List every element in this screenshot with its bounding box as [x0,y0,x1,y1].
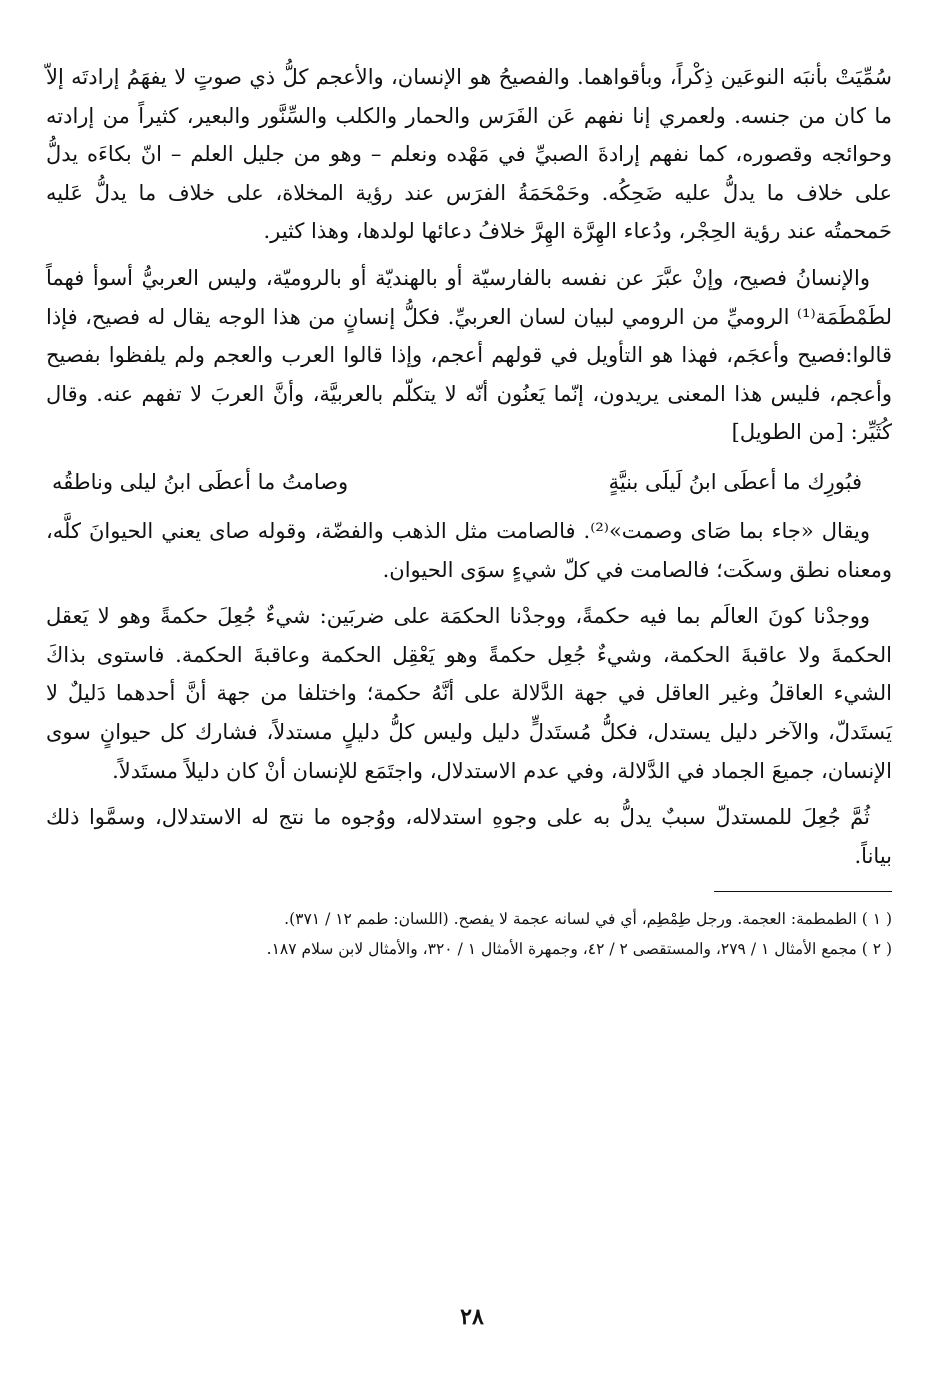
poetry-verse [46,460,892,504]
paragraph: ثُمَّ جُعِلَ للمستدلّ سببٌ يدلُّ به على وجوهِ استدلاله، ووُجوه ما نتج له الاستدلال، وسمَّوا ذلك بياناً. [46,805,892,868]
footnote: ( ١ ) الطمطمة: العجمة. ورجل طِمْطِم، أي في لسانه عجمة لا يفصح. (اللسان: طمم ١٢ / ٣٧١). [284,910,892,929]
verse-hemistich-left: وصامتُ ما أعطَى ابنُ ليلى وناطقُه [52,469,349,494]
book-page [46,58,892,1389]
footnote-divider [714,891,892,892]
paragraph: ووجدْنا كونَ العالَم بما فيه حكمةً، ووجدْنا الحكمَة على ضربَين: شيءٌ جُعِلَ حكمةً وهو لا يَعقل الحكمةَ ولا عاقبةَ الحكمة، وشيءٌ جُعِل حكمةً وهو يَعْقِل الحكمة وعاقبةَ الحكمة. فاستوى بذاكَ الشيء العاقلُ وغير العاقل في جهة الدَّلالة على أنَّهُ حكمة؛ واختلفا من جهة أنَّ أحدهما دَليلٌ لا يَستَدلّ، والآخر دليل يستدل، فكلُّ مُستَدلٍّ دليل وليس كلُّ دليلٍ مستدلاً، فشارك كل حيوانٍ سوى الإنسان، جميعَ الجماد في الدَّلالة، وفي عدم الاستدلال، واجتَمَع للإنسان أنْ كان دليلاً مستَدلاً. [46,604,892,783]
paragraph: والإنسانُ فصيح، وإنْ عبَّرَ عن نفسه بالفارسيّة أو بالهنديّة أو بالروميّة، وليس العربيُّ أسوأ فهماً لطَمْطَمَة⁽¹⁾ الروميِّ من الرومي لبيان لسان العربيِّ. فكلُّ إنسانٍ من هذا الوجه يقال له فصيح، فإذا قالوا:فصيح وأعجَم، فهذا هو التأويل في قولهم أعجم، وإذا قالوا العرب والعجم ولم يلفظوا بفصيح وأعجم، فليس هذا المعنى يريدون، إنّما يَعنُون أنّه لا يتكلّم بالعربيَّة، وأنَّ العربَ لا تفهم عنه. وقال كُثَيِّر: [من الطويل] [46,265,892,445]
paragraph: ويقال «جاء بما صَاى وصمت»⁽²⁾. فالصامت مثل الذهب والفضّة، وقوله صاى يعني الحيوانَ كلَّه، ومعناه نطق وسكَت؛ فالصامت في كلّ شيءٍ سوَى الحيوان. [46,518,892,582]
footnote: ( ٢ ) مجمع الأمثال ١ / ٢٧٩، والمستقصى ٢ / ٤٢، وجمهرة الأمثال ١ / ٣٢٠، والأمثال لابن سلام ١٨٧. [266,940,892,959]
paragraph: سُمِّيَتْ بأنبَه النوعَين ذِكْراً، وبأقواهما. والفصيحُ هو الإنسان، والأعجم كلُّ ذي صوتٍ لا يفهَمُ إرادتَه إلاّ ما كان من جنسه. ولعمري إنا نفهم عَن الفَرَس والحمار والكلب والسِّنَّور والبعير، كثيراً من إرادته وحوائجه وقصوره، كما نفهم إرادةَ الصبيِّ في مَهْده ونعلم – وهو من جليل العلم – انّ بكاءَه يدلُّ على خلاف ما يدلُّ عليه ضَحِكُه. وحَمْحَمَةُ الفرَس عند رؤية المخلاة، على خلاف ما يدلُّ عَليه حَمحمتُه عند رؤية الحِجْر، ودُعاء الهِرَّة الهِرَّ خلافُ دعائها لولدها، وهذا كثير. [46,65,893,244]
main-text [46,58,892,875]
page-number: ٢٨ [460,1304,484,1330]
footnotes [46,904,892,964]
verse-hemistich-right: فبُورِك ما أعطَى ابنُ لَيلَى بنيَّةٍ [608,469,862,494]
